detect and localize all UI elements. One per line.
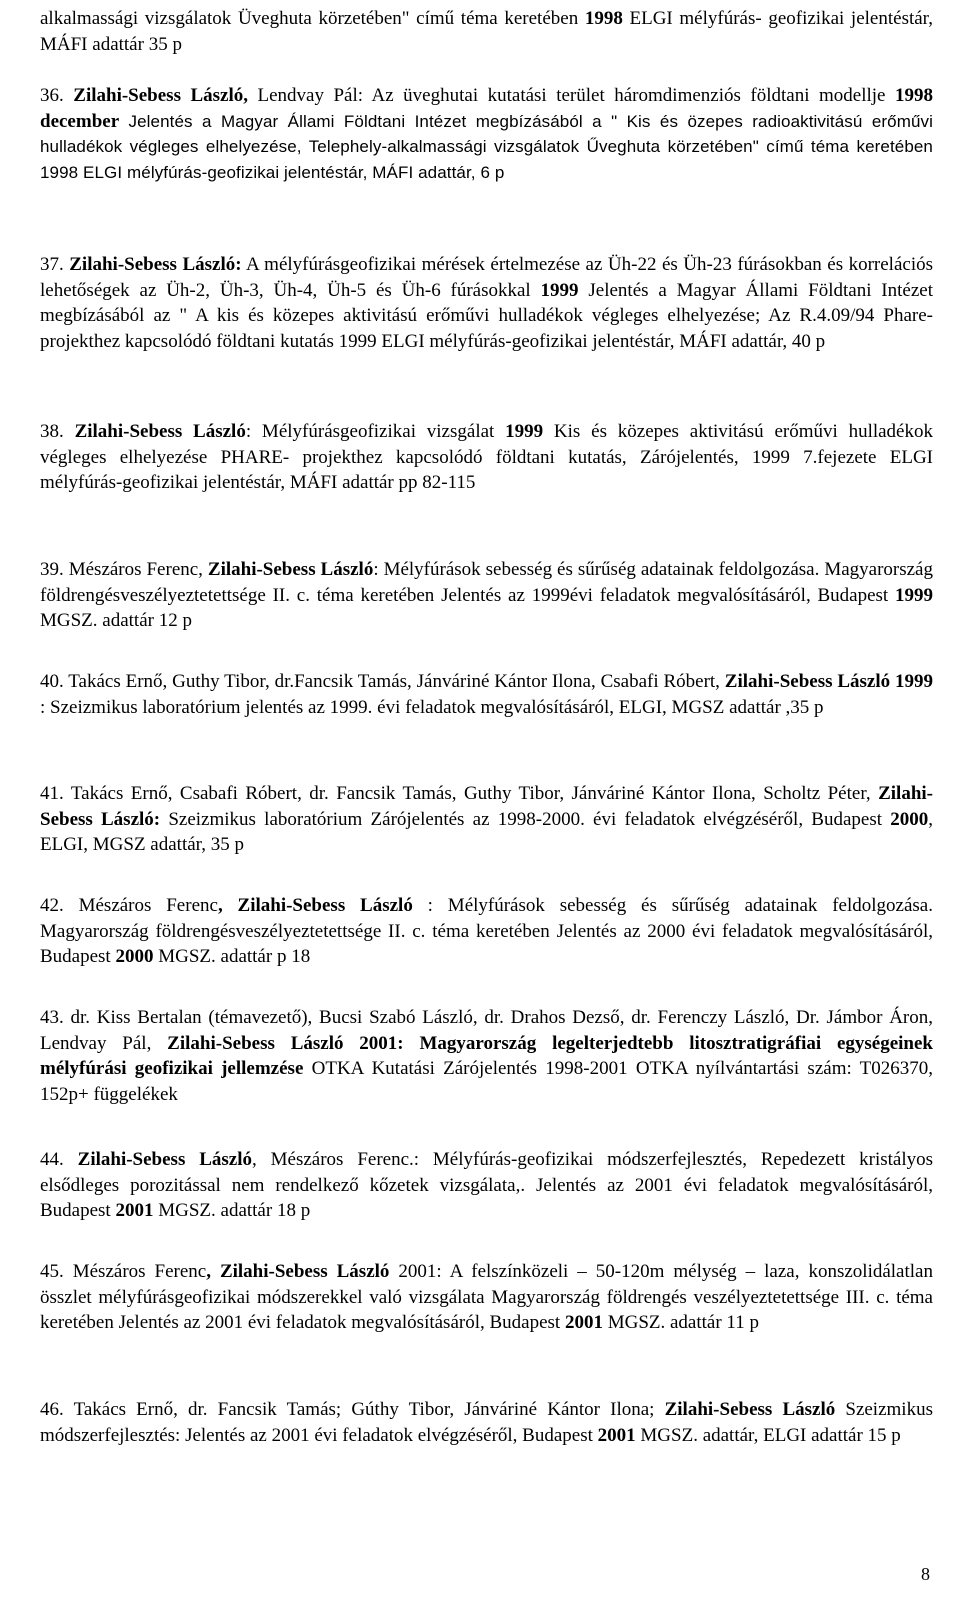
ref-number: 36.: [40, 85, 74, 106]
ref-text: Lendvay Pál: Az üveghutai kutatási terület háromdimenziós földtani modellje: [248, 85, 895, 106]
ref-text: MGSZ. adattár 12 p: [40, 610, 192, 631]
ref-text-sans: Jelentés a Magyar Állami Földtani Intézet megbízásából a " Kis és özepes radioaktivitású erőművi hulladékok végleges elhelyezése, Telephely-alkalmassági vizsgálatok Űveghuta körzetében" című téma keretében 1998 ELGI mélyfúrás-geofizikai jelentéstár, MÁFI adattár, 6 p: [40, 111, 933, 182]
ref-year: 1999: [540, 279, 579, 301]
ref-text: Mészáros Ferenc,: [68, 559, 208, 580]
ref-number: 44.: [40, 1149, 78, 1170]
reference-36: [40, 83, 933, 185]
ref-text: : Mélyfúrások sebesség és sűrűség adatainak feldolgozása. Magyarország földrengésveszélyeztetettsége II. c. téma keretében Jelentés az 2000 évi feladatok megvalósításáról, Budapest: [40, 895, 933, 967]
ref-author-bold: Zilahi-Sebess László: [74, 421, 246, 442]
ref-author-bold: Zilahi-Sebess László: [77, 1149, 252, 1170]
reference-37: [40, 252, 933, 354]
ref-text: 2001: A felszínközeli – 50-120m mélység – laza, konszolidálatlan összlet mélyfúrásgeofizikai módszerekkel való vizsgálata Magyarország földrengés veszélyeztetettsége III. c. téma keretében Jelentés az 2001 évi feladatok megvalósításáról, Budapest: [40, 1261, 933, 1333]
ref-number: 37.: [40, 254, 70, 275]
ref-author-bold: , Zilahi-Sebess László: [206, 1261, 390, 1282]
ref-year: 2000: [115, 946, 154, 967]
ref-number: 41.: [40, 783, 71, 804]
ref-text: Szeizmikus módszerfejlesztés: Jelentés az 2001 évi feladatok elvégzéséről, Budapest: [40, 1399, 933, 1446]
ref-author-bold: Zilahi-Sebess László:: [69, 254, 242, 275]
ref-text: Kis és közepes aktivitású erőművi hulladékok végleges elhelyezése PHARE- projekthez kapcsolódó földtani kutatás, Zárójelentés, 1999 7.fejezete ELGI mélyfúrás-geofizikai jelentéstár, MÁFI adattár pp 82-115: [40, 421, 933, 493]
ref-number: 43.: [40, 1007, 71, 1028]
ref-text: A mélyfúrásgeofizikai mérések értelmezése az Üh-22 és Üh-23 fúrásokban és korrelációs lehetőségek az Üh-2, Üh-3, Üh-4, Üh-5 és Üh-6 fúrásokkal: [40, 254, 933, 301]
ref-author-bold: , Zilahi-Sebess László: [217, 895, 413, 916]
ref-text: , Mészáros Ferenc.: Mélyfúrás-geofizikai módszerfejlesztés, Repedezett kristályos elsődleges porozitással nem rendelkező kőzetek vizsgálata,. Jelentés az 2001 évi feladatok megvalósításáról, Budapest: [40, 1149, 934, 1221]
reference-46: [40, 1397, 933, 1448]
ref-year: 2000: [890, 808, 929, 830]
ref-text: MGSZ. adattár p 18: [153, 946, 311, 967]
ref-year: 1999: [505, 421, 544, 442]
reference-41: [40, 781, 933, 858]
ref-text: OTKA Kutatási Zárójelentés 1998-2001 OTKA nyílvántartási szám: T026370, 152p+ függelékek: [40, 1058, 933, 1105]
ref-text: dr. Kiss Bertalan (témavezető), Bucsi Szabó László, dr. Drahos Dezső, dr. Ferenczy László, Dr. Jámbor Áron, Lendvay Pál,: [40, 1007, 934, 1054]
ref-year: 1998: [895, 85, 933, 106]
ref-number: 42.: [40, 895, 79, 916]
ref-text: Takács Ernő, dr. Fancsik Tamás; Gúthy Tibor, Jánváriné Kántor Ilona;: [73, 1399, 665, 1420]
ref-author-bold: Zilahi-Sebess László: [664, 1399, 836, 1420]
intro-text-1: alkalmassági vizsgálatok Üveghuta körzetében" című téma keretében: [40, 8, 585, 29]
ref-number: 40.: [40, 671, 69, 692]
ref-text: Szeizmikus laboratórium Zárójelentés az 1998-2000. évi feladatok elvégzéséről, Budapest: [160, 808, 891, 830]
intro-text-1b: ELGI mélyfúrás-: [622, 8, 762, 29]
ref-bold-text: december: [40, 110, 120, 132]
reference-40: [40, 669, 933, 720]
ref-text: : Mélyfúrásgeofizikai vizsgálat: [245, 421, 506, 442]
ref-author-bold: Zilahi-Sebess László,: [73, 85, 248, 106]
ref-text: Takács Ernő, Csabafi Róbert, dr. Fancsik Tamás, Guthy Tibor, Jánváriné Kántor Ilona, Scholtz Péter,: [70, 783, 879, 804]
ref-year: 2001: [597, 1424, 636, 1446]
reference-45: [40, 1259, 933, 1336]
ref-year: 2001: [115, 1200, 154, 1221]
ref-number: 45.: [40, 1261, 73, 1282]
ref-text: : Szeizmikus laboratórium jelentés az 1999. évi feladatok megvalósításáról, ELGI, MGSZ adattár ,35 p: [40, 696, 824, 718]
page-number: 8: [921, 1564, 930, 1584]
ref-text: : Mélyfúrások sebesség és sűrűség adatainak feldolgozása. Magyarország földrengésveszélyeztetettsége II. c. téma keretében Jelentés az 1999évi feladatok megvalósításáról, Budapest: [40, 559, 933, 606]
ref-number: 46.: [40, 1399, 74, 1420]
reference-42: [40, 893, 933, 970]
ref-author-bold: Zilahi-Sebess László 1999: [724, 671, 933, 692]
ref-number: 39.: [40, 559, 69, 580]
ref-year: 2001: [564, 1312, 603, 1333]
reference-44: [40, 1147, 933, 1224]
reference-43: [40, 1005, 933, 1107]
intro-text-2: geofizikai jelentéstár, MÁFI adattár 35 p: [40, 8, 933, 55]
ref-author-bold: Zilahi-Sebess László: [207, 559, 374, 580]
ref-text: , ELGI, MGSZ adattár, 35 p: [40, 808, 933, 855]
reference-39: [40, 557, 933, 634]
intro-year: 1998: [584, 8, 623, 29]
ref-text: Mészáros Ferenc: [78, 895, 218, 916]
ref-author-bold: Zilahi-Sebess László 2001: Magyarország legelterjedtebb litosztratigráfiai egységeinek mélyfúrási geofizikai jellemzése: [40, 1032, 933, 1079]
ref-text: Mészáros Ferenc: [72, 1261, 207, 1282]
ref-text: MGSZ. adattár 11 p: [602, 1312, 759, 1333]
ref-author-bold: Zilahi-Sebess László:: [40, 783, 933, 830]
ref-text: MGSZ. adattár, ELGI adattár 15 p: [635, 1424, 901, 1446]
reference-38: [40, 419, 933, 496]
ref-number: 38.: [40, 421, 75, 442]
ref-text: MGSZ. adattár 18 p: [153, 1200, 311, 1221]
ref-text: Jelentés a Magyar Állami Földtani Intézet megbízásából az " A kis és közepes aktivitású erőművi hulladékok végleges elhelyezése; Az R.4.09/94 Phare-projekthez kapcsolódó földtani kutatás 1999 ELGI mélyfúrás-geofizikai jelentéstár, MÁFI adattár, 40 p: [40, 279, 933, 352]
reference-continuation: [40, 6, 933, 57]
ref-text: Takács Ernő, Guthy Tibor, dr.Fancsik Tamás, Jánváriné Kántor Ilona, Csabafi Róbert,: [68, 671, 725, 692]
ref-year: 1999: [895, 584, 933, 606]
